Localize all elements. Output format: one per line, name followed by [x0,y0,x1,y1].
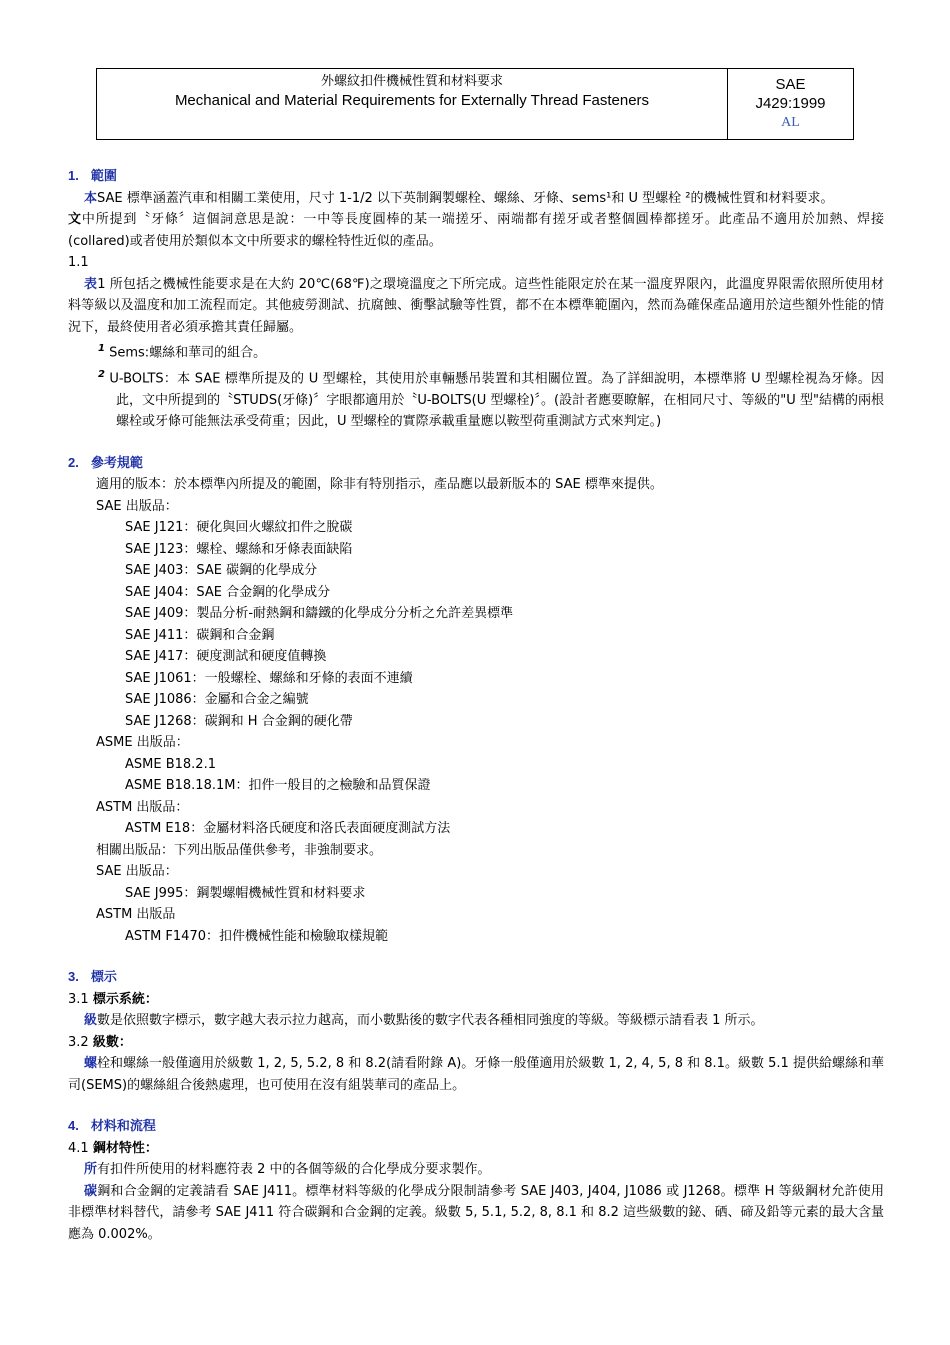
list-item: SAE J403：SAE 碳鋼的化學成分 [125,563,318,579]
section-1-1-paragraph: 表1 所包括之機械性能要求是在大約 20℃(68℉)之環境溫度之下所完成。這些性能限定於在某一溫度界限內，此溫度界限需依照所使用材料等級以及溫度和加工流程而定。其他疲勞測試、抗腐蝕、衝擊試驗等性質，都不在本標準範圍內，然而為確保產品適用於這些額外性能的情況下，最終使用者必須承擔其責任歸屬。 [68,276,884,335]
doc-id-org: SAE [775,76,806,93]
section-1-paragraph-2: 文中所提到〝牙條〞這個詞意思是說：一中等長度圓棒的某一端搓牙、兩端都有搓牙或者整個圓棒都搓牙。此產品不適用於加熱、焊接(collared)或者使用於類似本文中所要求的螺栓特性近似的產品。 [68,212,884,249]
ref-group-asme: ASME 出版品： [96,735,189,751]
ref-group-sae: SAE 出版品： [96,498,178,514]
list-item: ASTM F1470：扣件機械性能和檢驗取樣規範 [125,928,388,944]
list-item: SAE J1061：一般螺栓、螺絲和牙條的表面不連續 [125,670,413,686]
title-english: Mechanical and Material Requirements for Externally Thread Fasteners [174,92,650,109]
header-title-cell [97,69,728,139]
list-item: SAE J123：螺栓、螺絲和牙條表面缺陷 [125,541,353,557]
subsection-3-2-heading: 3.2 級數： [68,1034,132,1050]
section-2-heading: 2. 參考規範 [68,454,143,471]
ref-group-astm: ASTM 出版品： [96,799,189,815]
section-1-paragraph-1: 本SAE 標準涵蓋汽車和相關工業使用，尺寸 1-1/2 以下英制鋼製螺栓、螺絲、牙條、sems¹和 U 型螺栓 ²的機械性質和材料要求。 [84,190,834,206]
section-1-heading: 1. 範圍 [68,168,117,184]
subsection-1-1-number: 1.1 [68,255,89,270]
subsection-4-1-heading: 4.1 鋼材特性： [68,1140,158,1156]
list-item: SAE J404：SAE 合金鋼的化學成分 [125,584,331,600]
footnote-2: $^2$ U-BOLTS：本 SAE 標準所提及的 U 型螺栓，其使用於車輛懸吊裝置和其相關位置。為了詳細說明，本標準將 U 型螺栓視為牙條。因此，文中所提到的〝STUDS(牙條)〞字眼都適用於〝U-BOLTS(U 型螺栓)〞。(設計者應要瞭解，在相同尺寸、等級的"U 型"結構的兩根螺栓或牙條可能無法承受荷重；因此，U 型螺栓的實際承載重量應以鞍型荷重測試方式來判定。) [98,368,884,430]
section-3-1-paragraph: 級數是依照數字標示，數字越大表示拉力越高，而小數點後的數字代表各種相同強度的等級。等級標示請看表 1 所示。 [84,1013,764,1029]
section-4-1-paragraph-2: 碳鋼和合金鋼的定義請看 SAE J411。標準材料等級的化學成分限制請參考 SAE J403, J404, J1086 或 J1268。標準 H 等級鋼材允許使用非標準材料替代，請參考 SAE J411 符合碳鋼和合金鋼的定義。級數 5, 5.1, 5.2, 8, 8.1 和 8.2 這些級數的鉍、硒、碲及鉛等元素的最大含量應為 0.002%。 [68,1183,884,1242]
header-docid-cell [728,69,853,139]
section-4-heading: 4. 材料和流程 [68,1118,156,1135]
ref-group-sae-related: SAE 出版品： [96,864,178,880]
list-item: ASTM E18：金屬材料洛氏硬度和洛氏表面硬度測試方法 [125,821,451,837]
list-item: ASME B18.18.1M：扣件一般目的之檢驗和品質保證 [125,778,431,794]
list-item: SAE J1268：碳鋼和 H 合金鋼的硬化帶 [125,713,353,729]
list-item: SAE J121：硬化與回火螺紋扣件之脫碳 [125,520,353,536]
subsection-3-1-heading: 3.1 標示系統： [68,991,158,1007]
section-3-heading: 3. 標示 [68,969,117,986]
ref-group-astm-related: ASTM 出版品 [96,907,176,923]
list-item: SAE J411：碳鋼和合金鋼 [125,627,275,643]
doc-id-number: J429:1999 [755,95,826,112]
section-4-1-paragraph-1: 所有扣件所使用的材料應符表 2 中的各個等級的合化學成分要求製作。 [84,1162,491,1178]
section-3-2-paragraph: 螺栓和螺絲一般僅適用於級數 1, 2, 5, 5.2, 8 和 8.2(請看附錄 A)。牙條一般僅適用於級數 1, 2, 4, 5, 8 和 8.1。級數 5.1 提供給螺絲和華司(SEMS)的螺絲組合後熱處理，也可使用在沒有組裝華司的產品上。 [68,1056,884,1093]
list-item: SAE J995：鋼製螺帽機械性質和材料要求 [125,885,366,901]
revision-code: AL [781,115,800,130]
list-item: SAE J417：硬度測試和硬度值轉換 [125,649,327,665]
document-header [96,68,854,140]
related-publications-note: 相關出版品：下列出版品僅供參考，非強制要求。 [96,842,383,858]
section-2-intro: 適用的版本：於本標準內所提及的範圍，除非有特別指示，產品應以最新版本的 SAE 標準來提供。 [96,477,663,493]
footnote-1: $^1$ Sems:螺絲和華司的組合。 [98,343,267,361]
list-item: SAE J1086：金屬和合金之編號 [125,692,309,708]
title-chinese: 外螺紋扣件機械性質和材料要求 [320,74,503,89]
list-item: ASME B18.2.1 [125,756,216,772]
list-item: SAE J409：製品分析-耐熱鋼和鑄鐵的化學成分分析之允許差異標準 [125,606,514,622]
document-body [68,158,884,1245]
ref-list-sae [68,517,884,732]
